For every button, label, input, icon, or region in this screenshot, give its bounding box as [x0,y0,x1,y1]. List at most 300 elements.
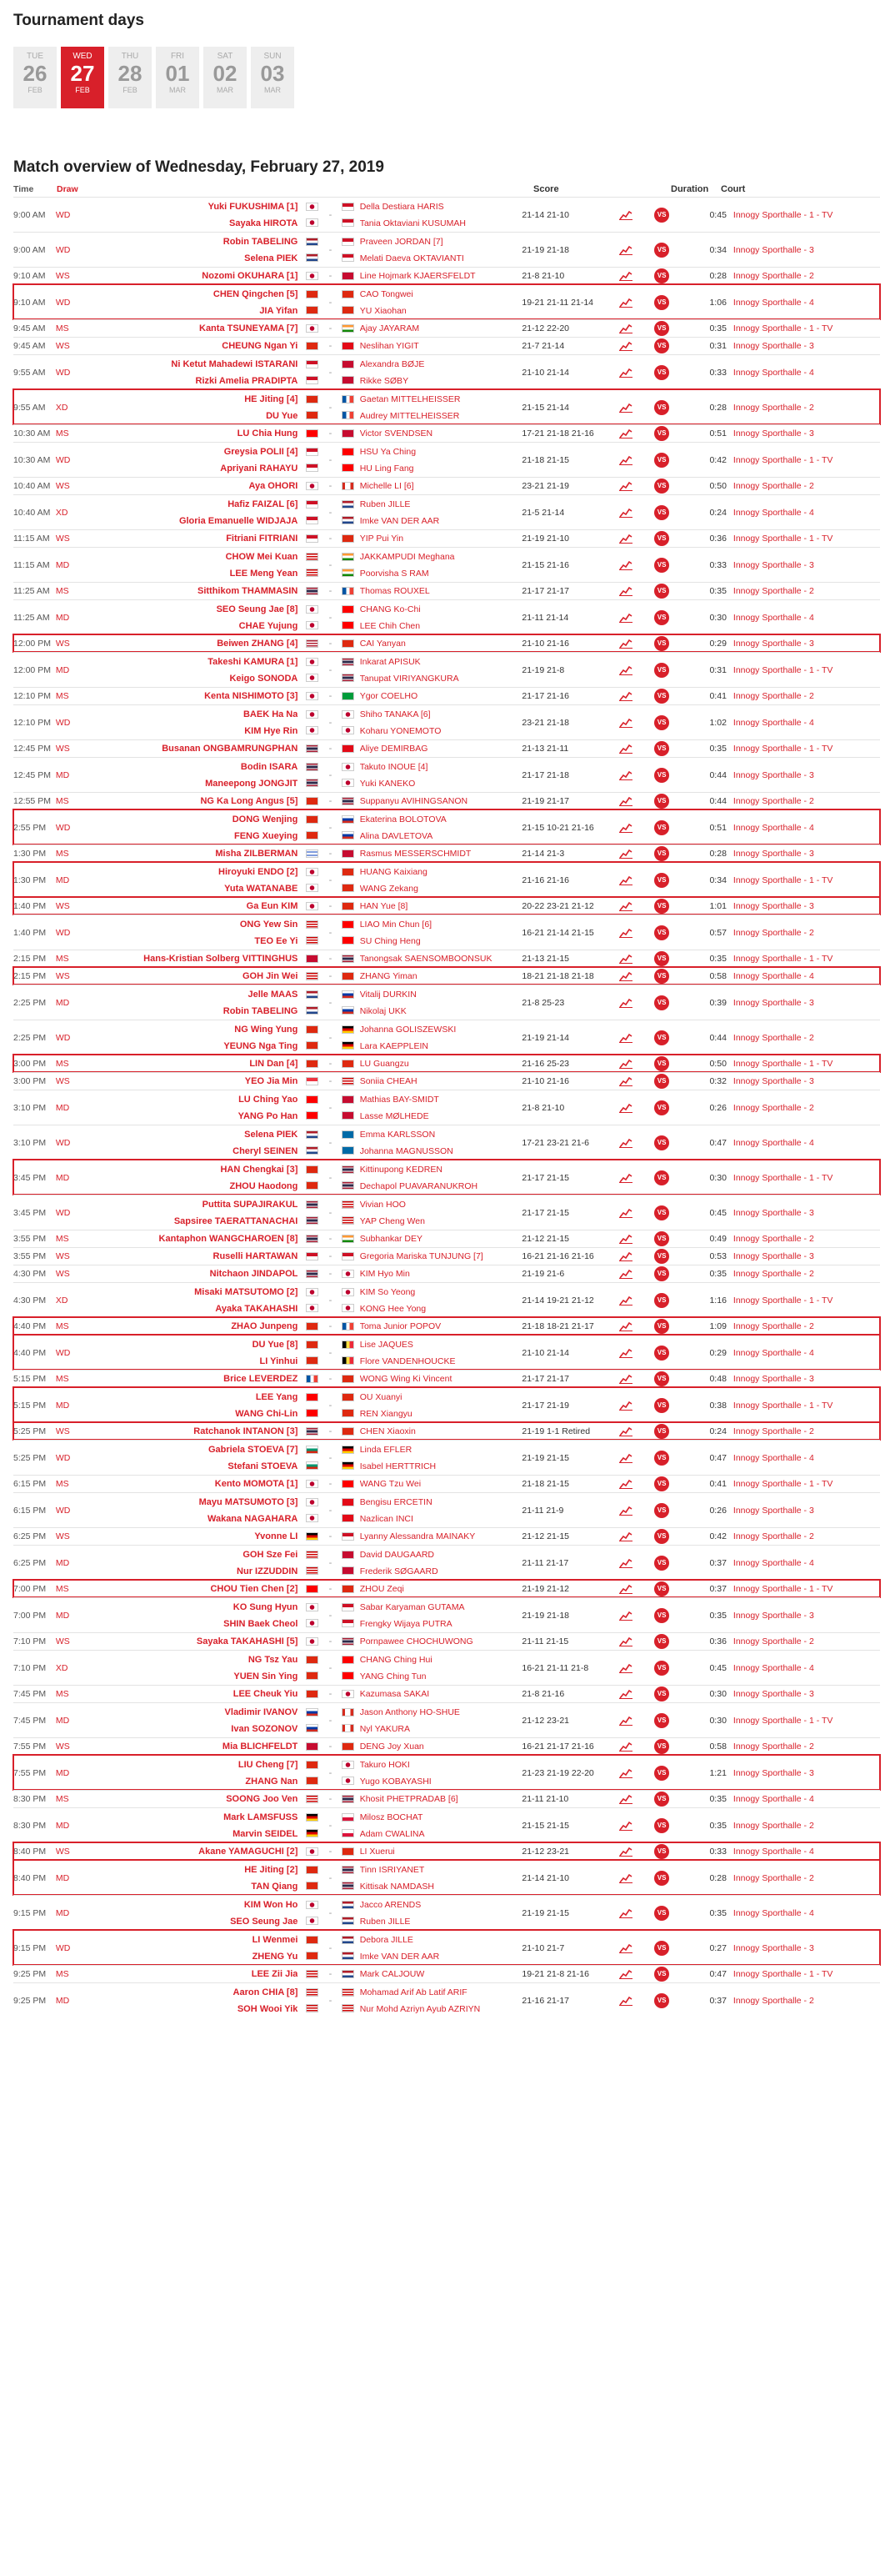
h2h-link[interactable] [639,365,684,380]
player-name[interactable]: YEUNG Nga Ting [223,1040,298,1051]
match-draw[interactable]: WS [55,481,70,491]
h2h-link[interactable] [639,505,684,520]
stats-link[interactable] [612,744,639,754]
vs-icon[interactable]: VS [654,794,669,809]
player-name[interactable]: Hafiz FAIZAL [6] [228,499,298,509]
player-name[interactable]: Jason Anthony HO-SHUE [359,1706,460,1717]
stats-link[interactable] [612,901,639,911]
h2h-link[interactable] [639,1476,684,1491]
player-name[interactable]: WANG Chi-Lin [235,1408,298,1419]
match-draw[interactable]: WS [55,1531,70,1541]
player-name[interactable]: Hans-Kristian Solberg VITTINGHUS [143,954,298,964]
match-row[interactable] [13,582,880,599]
player-name[interactable]: Tania Oktaviani KUSUMAH [359,218,466,228]
player-name[interactable]: Tanupat VIRIYANGKURA [359,673,459,684]
match-court[interactable]: Innogy Sporthalle - 3 [732,1251,814,1261]
player-name[interactable]: Gregoria Mariska TUNJUNG [7] [359,1251,483,1261]
player-name[interactable]: YANG Po Han [238,1110,298,1121]
stats-chart-icon[interactable] [619,1531,632,1541]
player-name[interactable]: Emma KARLSSON [359,1129,436,1140]
vs-icon[interactable]: VS [654,715,669,730]
player-name[interactable]: Isabel HERTTRICH [359,1461,437,1471]
match-court[interactable]: Innogy Sporthalle - 3 [732,639,814,649]
stats-chart-icon[interactable] [619,341,632,351]
vs-icon[interactable]: VS [654,1371,669,1386]
h2h-link[interactable] [639,1634,684,1649]
player-name[interactable]: KIM Hyo Min [359,1269,410,1279]
vs-icon[interactable]: VS [654,1319,669,1334]
match-row[interactable] [13,1597,880,1632]
h2h-link[interactable] [639,295,684,310]
player-name[interactable]: Line Hojmark KJAERSFELDT [359,271,476,281]
match-row[interactable] [13,494,880,529]
h2h-link[interactable] [639,1249,684,1264]
stats-link[interactable] [612,298,639,308]
h2h-link[interactable] [639,558,684,573]
h2h-link[interactable] [639,1170,684,1185]
vs-icon[interactable]: VS [654,1739,669,1754]
stats-link[interactable] [612,1173,639,1183]
match-row[interactable] [13,1125,880,1160]
player-name[interactable]: Yuki KANEKO [359,778,416,789]
stats-chart-icon[interactable] [619,1173,632,1183]
vs-icon[interactable]: VS [654,426,669,441]
stats-link[interactable] [612,368,639,378]
match-row[interactable] [13,704,880,739]
vs-icon[interactable]: VS [654,1967,669,1982]
match-row[interactable] [13,529,880,547]
player-name[interactable]: Keigo SONODA [229,673,298,684]
player-name[interactable]: Pornpawee CHOCHUWONG [359,1636,473,1646]
player-name[interactable]: Maneepong JONGJIT [205,778,298,789]
player-name[interactable]: CHOU Tien Chen [2] [210,1584,298,1594]
player-name[interactable]: Tinn ISRIYANET [359,1864,425,1875]
vs-icon[interactable]: VS [654,1941,669,1956]
h2h-link[interactable] [639,1713,684,1728]
match-row[interactable] [13,1440,880,1475]
player-name[interactable]: Rizki Amelia PRADIPTA [195,375,298,386]
match-row[interactable] [13,1335,880,1370]
player-name[interactable]: GOH Jin Wei [242,971,298,981]
player-name[interactable]: Apriyani RAHAYU [220,463,298,474]
player-name[interactable]: LIAO Min Chun [6] [359,919,432,930]
player-name[interactable]: ZHOU Haodong [229,1180,298,1191]
stats-chart-icon[interactable] [619,1348,632,1358]
h2h-link[interactable] [639,768,684,783]
match-court[interactable]: Innogy Sporthalle - 2 [732,1234,814,1244]
player-name[interactable]: DU Yue [8] [252,1339,298,1350]
stats-chart-icon[interactable] [619,560,632,570]
h2h-link[interactable] [639,820,684,835]
match-court[interactable]: Innogy Sporthalle - 3 [732,1207,814,1218]
stats-link[interactable] [612,1584,639,1594]
player-name[interactable]: JIA Yifan [259,305,298,316]
stats-chart-icon[interactable] [619,1401,632,1411]
match-row[interactable] [13,1317,880,1335]
match-row[interactable] [13,757,880,792]
vs-icon[interactable]: VS [654,531,669,546]
player-name[interactable]: Takuto INOUE [4] [359,761,428,772]
match-court[interactable]: Innogy Sporthalle - 3 [732,849,814,859]
player-name[interactable]: JAKKAMPUDI Meghana [359,551,455,562]
stats-link[interactable] [612,534,639,544]
h2h-link[interactable] [639,715,684,730]
match-row[interactable] [13,985,880,1020]
match-row[interactable] [13,1370,880,1387]
match-row[interactable] [13,1527,880,1545]
stats-chart-icon[interactable] [619,1453,632,1463]
match-court[interactable]: Innogy Sporthalle - 2 [732,1995,814,2006]
match-court[interactable]: Innogy Sporthalle - 3 [732,428,814,439]
match-court[interactable]: Innogy Sporthalle - 2 [732,1426,814,1436]
player-name[interactable]: Nur IZZUDDIN [237,1566,298,1576]
player-name[interactable]: Akane YAMAGUCHI [2] [198,1847,298,1857]
player-name[interactable]: Greysia POLII [4] [223,446,298,457]
stats-chart-icon[interactable] [619,508,632,518]
player-name[interactable]: Imke VAN DER AAR [359,515,440,526]
h2h-link[interactable] [639,1967,684,1982]
player-name[interactable]: Della Destiara HARIS [359,201,444,212]
player-name[interactable]: HAN Yue [8] [359,901,408,911]
match-row[interactable] [13,1055,880,1072]
vs-icon[interactable]: VS [654,1249,669,1264]
match-draw[interactable]: WD [55,297,71,308]
stats-chart-icon[interactable] [619,998,632,1008]
stats-link[interactable] [612,1296,639,1306]
player-name[interactable]: Mark CALJOUW [359,1969,425,1979]
match-draw[interactable]: MS [55,586,69,596]
player-name[interactable]: KO Sung Hyun [232,1601,298,1612]
match-draw[interactable]: WD [55,1207,71,1218]
stats-link[interactable] [612,245,639,255]
vs-icon[interactable]: VS [654,1818,669,1833]
player-name[interactable]: Jacco ARENDS [359,1899,422,1910]
vs-icon[interactable]: VS [654,1135,669,1150]
vs-icon[interactable]: VS [654,1844,669,1859]
player-name[interactable]: Kenta NISHIMOTO [3] [204,691,298,701]
player-name[interactable]: Lasse MØLHEDE [359,1110,429,1121]
player-name[interactable]: SHIN Baek Cheol [223,1618,298,1629]
h2h-link[interactable] [639,1818,684,1833]
player-name[interactable]: YIP Pui Yin [359,534,404,544]
vs-icon[interactable]: VS [654,1205,669,1220]
stats-chart-icon[interactable] [619,1611,632,1621]
match-row[interactable] [13,337,880,354]
player-name[interactable]: KIM Won Ho [243,1899,298,1910]
player-name[interactable]: Kento MOMOTA [1] [214,1479,298,1489]
player-name[interactable]: Misaki MATSUTOMO [2] [194,1286,298,1297]
match-row[interactable] [13,1580,880,1597]
player-name[interactable]: Ygor COELHO [359,691,418,701]
stats-chart-icon[interactable] [619,1873,632,1883]
match-row[interactable] [13,1422,880,1440]
player-name[interactable]: Rasmus MESSERSCHMIDT [359,849,472,859]
match-court[interactable]: Innogy Sporthalle - 3 [732,1374,814,1384]
stats-chart-icon[interactable] [619,245,632,255]
match-draw[interactable]: WS [55,1251,70,1261]
player-name[interactable]: TAN Qiang [251,1881,298,1892]
match-court[interactable]: Innogy Sporthalle - 1 - TV [732,744,833,754]
h2h-link[interactable] [639,1135,684,1150]
match-court[interactable]: Innogy Sporthalle - 1 - TV [732,323,833,333]
match-court[interactable]: Innogy Sporthalle - 1 - TV [732,1059,833,1069]
match-court[interactable]: Innogy Sporthalle - 2 [732,402,814,413]
player-name[interactable]: Takeshi KAMURA [1] [208,656,298,667]
player-name[interactable]: Johanna MAGNUSSON [359,1145,453,1156]
stats-link[interactable] [612,849,639,859]
stats-chart-icon[interactable] [619,1296,632,1306]
match-draw[interactable]: MD [55,1907,70,1918]
player-name[interactable]: Debora JILLE [359,1934,413,1945]
stats-link[interactable] [612,1558,639,1568]
stats-link[interactable] [612,403,639,413]
player-name[interactable]: Nazlican INCI [359,1513,413,1524]
match-row[interactable] [13,1632,880,1650]
match-row[interactable] [13,862,880,897]
player-name[interactable]: Ayaka TAKAHASHI [215,1303,298,1314]
player-name[interactable]: Wakana NAGAHARA [207,1513,298,1524]
h2h-link[interactable] [639,1906,684,1921]
player-name[interactable]: HU Ling Fang [359,463,414,474]
player-name[interactable]: Audrey MITTELHEISSER [359,410,460,421]
stats-link[interactable] [612,770,639,780]
stats-chart-icon[interactable] [619,796,632,806]
player-name[interactable]: Toma Junior POPOV [359,1321,442,1331]
stats-link[interactable] [612,1321,639,1331]
match-row[interactable] [13,1685,880,1702]
player-name[interactable]: Ivan SOZONOV [231,1723,298,1734]
match-draw[interactable]: WD [55,1505,71,1516]
player-name[interactable]: LU Chia Hung [237,428,298,439]
stats-link[interactable] [612,1208,639,1218]
h2h-link[interactable] [639,584,684,599]
vs-icon[interactable]: VS [654,663,669,678]
match-row[interactable] [13,232,880,267]
h2h-link[interactable] [639,268,684,283]
match-row[interactable] [13,1650,880,1685]
h2h-link[interactable] [639,846,684,861]
stats-chart-icon[interactable] [619,1996,632,2006]
match-draw[interactable]: XD [55,1295,68,1306]
match-draw[interactable]: MS [55,796,69,806]
match-draw[interactable]: MD [55,1715,70,1726]
match-row[interactable] [13,1842,880,1860]
day-tile[interactable] [61,47,104,108]
h2h-link[interactable] [639,969,684,984]
h2h-link[interactable] [639,1266,684,1281]
match-court[interactable]: Innogy Sporthalle - 2 [732,481,814,491]
player-name[interactable]: Gabriela STOEVA [7] [208,1444,298,1455]
h2h-link[interactable] [639,1030,684,1045]
h2h-link[interactable] [639,1346,684,1361]
player-name[interactable]: Kazumasa SAKAI [359,1689,430,1699]
match-court[interactable]: Innogy Sporthalle - 2 [732,1102,814,1113]
match-court[interactable]: Innogy Sporthalle - 1 - TV [732,1172,833,1183]
stats-link[interactable] [612,1768,639,1778]
vs-icon[interactable]: VS [654,1503,669,1518]
player-name[interactable]: Melati Daeva OKTAVIANTI [359,253,464,263]
player-name[interactable]: KIM So Yeong [359,1286,416,1297]
vs-icon[interactable]: VS [654,873,669,888]
stats-link[interactable] [612,1453,639,1463]
vs-icon[interactable]: VS [654,1871,669,1886]
player-name[interactable]: Inkarat APISUK [359,656,421,667]
stats-chart-icon[interactable] [619,1033,632,1043]
player-name[interactable]: DONG Wenjing [232,814,298,824]
player-name[interactable]: Nozomi OKUHARA [1] [202,271,298,281]
stats-link[interactable] [612,1742,639,1752]
player-name[interactable]: NG Wing Yung [234,1024,298,1035]
match-draw[interactable]: MS [55,1969,69,1979]
match-draw[interactable]: MD [55,1872,70,1883]
stats-link[interactable] [612,1873,639,1883]
match-draw[interactable]: WS [55,1636,70,1646]
player-name[interactable]: ZHOU Zeqi [359,1584,404,1594]
vs-icon[interactable]: VS [654,1581,669,1596]
stats-link[interactable] [612,691,639,701]
player-name[interactable]: YAP Cheng Wen [359,1215,425,1226]
match-row[interactable] [13,1860,880,1895]
stats-link[interactable] [612,455,639,465]
stats-link[interactable] [612,1908,639,1918]
match-court[interactable]: Innogy Sporthalle - 1 - TV [732,954,833,964]
match-row[interactable] [13,197,880,232]
h2h-link[interactable] [639,1529,684,1544]
match-draw[interactable]: WD [55,244,71,255]
player-name[interactable]: Takuro HOKI [359,1759,410,1770]
match-court[interactable]: Innogy Sporthalle - 2 [732,796,814,806]
stats-chart-icon[interactable] [619,298,632,308]
match-court[interactable]: Innogy Sporthalle - 4 [732,1137,814,1148]
player-name[interactable]: Adam CWALINA [359,1828,425,1839]
player-name[interactable]: Busanan ONGBAMRUNGPHAN [162,744,298,754]
h2h-link[interactable] [639,243,684,258]
player-name[interactable]: Victor SVENDSEN [359,428,433,439]
vs-icon[interactable]: VS [654,321,669,336]
match-row[interactable] [13,424,880,442]
stats-link[interactable] [612,875,639,885]
stats-link[interactable] [612,1531,639,1541]
stats-chart-icon[interactable] [619,1716,632,1726]
match-court[interactable]: Innogy Sporthalle - 4 [732,1794,814,1804]
player-name[interactable]: DU Yue [266,410,298,421]
stats-chart-icon[interactable] [619,455,632,465]
match-row[interactable] [13,1492,880,1527]
player-name[interactable]: Marvin SEIDEL [232,1828,298,1839]
player-name[interactable]: CHEN Qingchen [5] [212,288,298,299]
h2h-link[interactable] [639,453,684,468]
player-name[interactable]: Frengky Wijaya PUTRA [359,1618,452,1629]
match-court[interactable]: Innogy Sporthalle - 4 [732,971,814,981]
match-row[interactable] [13,1230,880,1247]
stats-chart-icon[interactable] [619,901,632,911]
player-name[interactable]: Yuki FUKUSHIMA [1] [208,201,298,212]
player-name[interactable]: Ruselli HARTAWAN [212,1251,298,1261]
player-name[interactable]: Cheryl SEINEN [232,1145,298,1156]
vs-icon[interactable]: VS [654,505,669,520]
vs-icon[interactable]: VS [654,610,669,625]
h2h-link[interactable] [639,1293,684,1308]
player-name[interactable]: Kanta TSUNEYAMA [7] [199,323,298,333]
match-draw[interactable]: MD [55,1172,70,1183]
match-draw[interactable]: WD [55,822,71,833]
match-row[interactable] [13,915,880,950]
player-name[interactable]: Tanongsak SAENSOMBOONSUK [359,954,492,964]
stats-link[interactable] [612,428,639,439]
stats-chart-icon[interactable] [619,1374,632,1384]
match-court[interactable]: Innogy Sporthalle - 4 [732,297,814,308]
stats-chart-icon[interactable] [619,1059,632,1069]
stats-chart-icon[interactable] [619,1138,632,1148]
stats-link[interactable] [612,1689,639,1699]
player-name[interactable]: LEE Cheuk Yiu [232,1689,298,1699]
match-draw[interactable]: WD [55,1137,71,1148]
player-name[interactable]: HE Jiting [2] [244,1864,298,1875]
player-name[interactable]: Nikolaj UKK [359,1005,407,1016]
player-name[interactable]: Stefani STOEVA [228,1461,298,1471]
player-name[interactable]: Khosit PHETPRADAB [6] [359,1794,458,1804]
match-draw[interactable]: WD [55,927,71,938]
player-name[interactable]: Kittinupong KEDREN [359,1164,442,1175]
match-row[interactable] [13,1387,880,1422]
match-draw[interactable]: WS [55,534,70,544]
player-name[interactable]: Ruben JILLE [359,499,411,509]
match-draw[interactable]: MS [55,1374,69,1384]
stats-link[interactable] [612,1138,639,1148]
match-court[interactable]: Innogy Sporthalle - 4 [732,507,814,518]
vs-icon[interactable]: VS [654,1634,669,1649]
stats-chart-icon[interactable] [619,1269,632,1279]
match-court[interactable]: Innogy Sporthalle - 4 [732,1557,814,1568]
stats-chart-icon[interactable] [619,1821,632,1831]
day-tile[interactable] [156,47,199,108]
player-name[interactable]: Robin TABELING [222,236,298,247]
player-name[interactable]: Bengisu ERCETIN [359,1496,432,1507]
match-court[interactable]: Innogy Sporthalle - 1 - TV [732,1400,833,1411]
match-draw[interactable]: MS [55,1794,69,1804]
match-draw[interactable]: MD [55,1995,70,2006]
h2h-link[interactable] [639,1424,684,1439]
player-name[interactable]: LU Guangzu [359,1059,409,1069]
match-draw[interactable]: WD [55,717,71,728]
vs-icon[interactable]: VS [654,558,669,573]
match-row[interactable] [13,1282,880,1317]
player-name[interactable]: YUEN Sin Ying [233,1671,298,1681]
player-name[interactable]: Lara KAEPPLEIN [359,1040,429,1051]
vs-icon[interactable]: VS [654,1608,669,1623]
vs-icon[interactable]: VS [654,453,669,468]
player-name[interactable]: LEE Yang [255,1391,298,1402]
stats-chart-icon[interactable] [619,691,632,701]
match-draw[interactable]: MD [55,875,70,885]
player-name[interactable]: Rikke SØBY [359,375,409,386]
match-row[interactable] [13,1755,880,1790]
stats-chart-icon[interactable] [619,1663,632,1673]
player-name[interactable]: Misha ZILBERMAN [215,849,298,859]
match-draw[interactable]: WS [55,744,70,754]
match-row[interactable] [13,1545,880,1580]
match-draw[interactable]: MS [55,1059,69,1069]
match-court[interactable]: Innogy Sporthalle - 4 [732,717,814,728]
match-court[interactable]: Innogy Sporthalle - 3 [732,559,814,570]
stats-link[interactable] [612,1103,639,1113]
vs-icon[interactable]: VS [654,1792,669,1807]
stats-chart-icon[interactable] [619,1558,632,1568]
stats-link[interactable] [612,1479,639,1489]
stats-link[interactable] [612,341,639,351]
match-court[interactable]: Innogy Sporthalle - 1 - TV [732,209,833,220]
stats-link[interactable] [612,1969,639,1979]
